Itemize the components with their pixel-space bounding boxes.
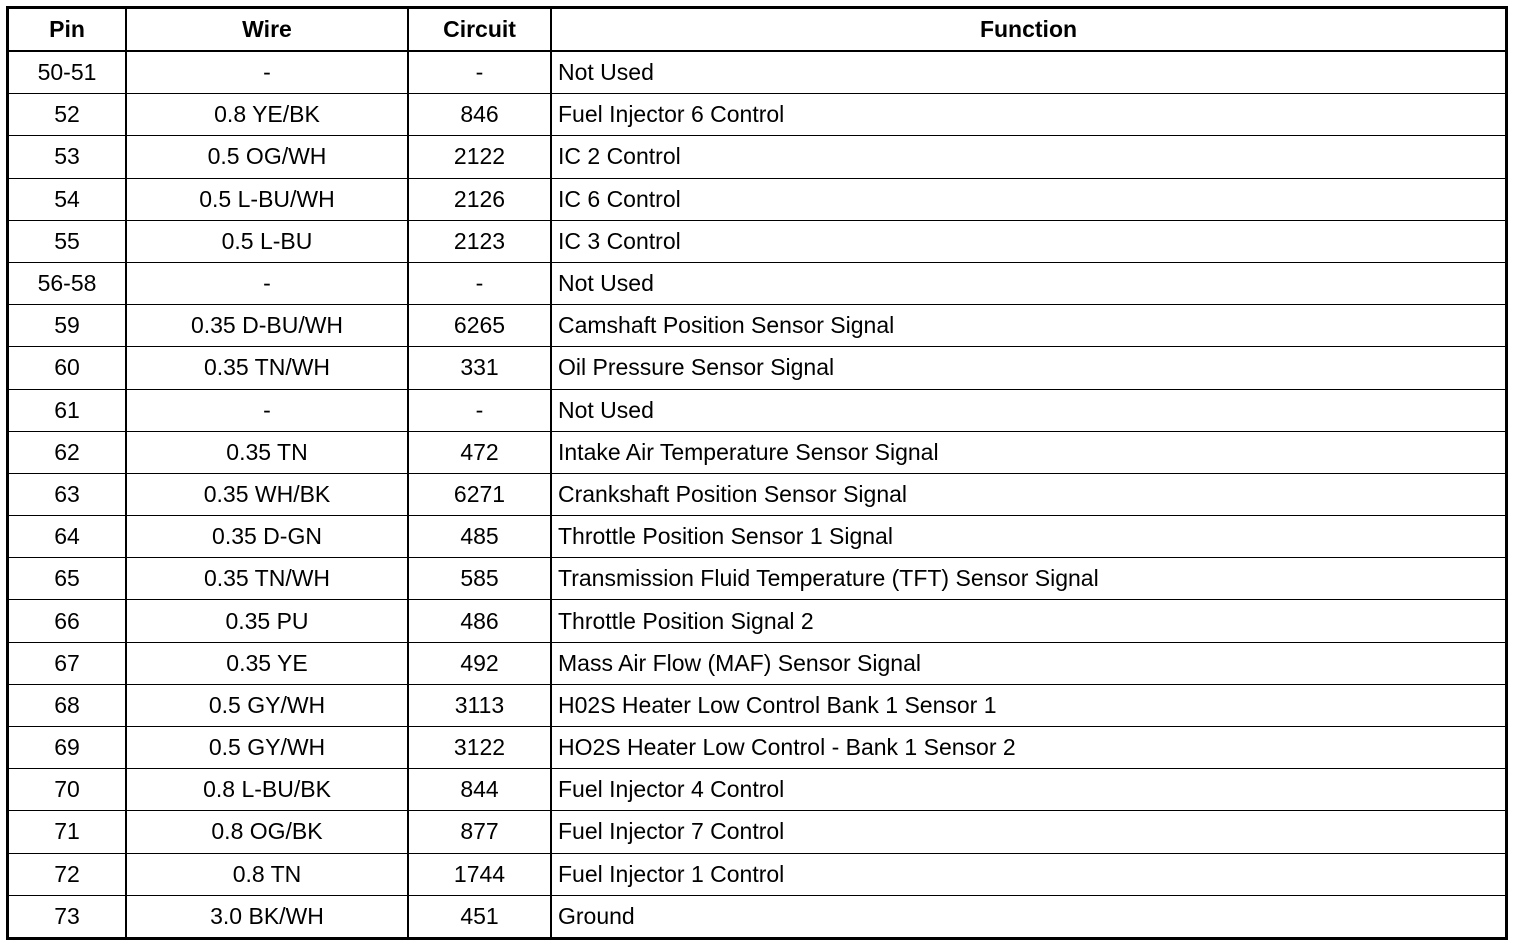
cell-function: HO2S Heater Low Control - Bank 1 Sensor 2 xyxy=(551,727,1505,769)
table-row xyxy=(9,684,1505,726)
table-row xyxy=(9,94,1505,136)
cell-function: Intake Air Temperature Sensor Signal xyxy=(551,431,1505,473)
cell-pin: 72 xyxy=(9,853,126,895)
cell-circuit: 486 xyxy=(408,600,551,642)
cell-pin: 68 xyxy=(9,684,126,726)
cell-circuit: 585 xyxy=(408,558,551,600)
cell-function: Throttle Position Sensor 1 Signal xyxy=(551,516,1505,558)
cell-function: Crankshaft Position Sensor Signal xyxy=(551,473,1505,515)
cell-circuit: 877 xyxy=(408,811,551,853)
cell-pin: 71 xyxy=(9,811,126,853)
cell-pin: 70 xyxy=(9,769,126,811)
cell-wire: - xyxy=(126,262,408,304)
cell-function: H02S Heater Low Control Bank 1 Sensor 1 xyxy=(551,684,1505,726)
cell-circuit: - xyxy=(408,51,551,94)
cell-wire: 0.8 TN xyxy=(126,853,408,895)
cell-function: Not Used xyxy=(551,389,1505,431)
cell-function: Fuel Injector 4 Control xyxy=(551,769,1505,811)
cell-circuit: 2123 xyxy=(408,220,551,262)
cell-function: Mass Air Flow (MAF) Sensor Signal xyxy=(551,642,1505,684)
cell-circuit: 3122 xyxy=(408,727,551,769)
header-circuit: Circuit xyxy=(408,9,551,51)
cell-circuit: - xyxy=(408,262,551,304)
table-header-row xyxy=(9,9,1505,51)
cell-pin: 64 xyxy=(9,516,126,558)
cell-circuit: 451 xyxy=(408,895,551,937)
cell-function: IC 6 Control xyxy=(551,178,1505,220)
table-row xyxy=(9,262,1505,304)
cell-pin: 54 xyxy=(9,178,126,220)
table-row xyxy=(9,347,1505,389)
cell-wire: 0.35 D-BU/WH xyxy=(126,305,408,347)
header-function: Function xyxy=(551,9,1505,51)
table-row xyxy=(9,769,1505,811)
table-row xyxy=(9,136,1505,178)
cell-pin: 50-51 xyxy=(9,51,126,94)
cell-wire: 3.0 BK/WH xyxy=(126,895,408,937)
cell-circuit: 2122 xyxy=(408,136,551,178)
cell-circuit: 472 xyxy=(408,431,551,473)
cell-circuit: 2126 xyxy=(408,178,551,220)
connector-pinout-table-frame xyxy=(6,6,1508,940)
cell-function: Not Used xyxy=(551,51,1505,94)
cell-wire: 0.35 YE xyxy=(126,642,408,684)
cell-function: Transmission Fluid Temperature (TFT) Sensor Signal xyxy=(551,558,1505,600)
cell-wire: 0.8 YE/BK xyxy=(126,94,408,136)
cell-wire: 0.5 L-BU/WH xyxy=(126,178,408,220)
table-row xyxy=(9,895,1505,937)
cell-circuit: 3113 xyxy=(408,684,551,726)
header-pin: Pin xyxy=(9,9,126,51)
cell-function: Fuel Injector 7 Control xyxy=(551,811,1505,853)
cell-circuit: 846 xyxy=(408,94,551,136)
cell-pin: 56-58 xyxy=(9,262,126,304)
table-row xyxy=(9,389,1505,431)
table-body xyxy=(9,51,1505,937)
cell-pin: 61 xyxy=(9,389,126,431)
cell-wire: 0.35 TN/WH xyxy=(126,558,408,600)
table-row xyxy=(9,811,1505,853)
cell-wire: 0.35 TN/WH xyxy=(126,347,408,389)
cell-wire: 0.5 GY/WH xyxy=(126,684,408,726)
cell-function: Fuel Injector 1 Control xyxy=(551,853,1505,895)
cell-circuit: 492 xyxy=(408,642,551,684)
cell-wire: 0.5 GY/WH xyxy=(126,727,408,769)
cell-function: Ground xyxy=(551,895,1505,937)
table-row xyxy=(9,558,1505,600)
table-row xyxy=(9,51,1505,94)
cell-pin: 69 xyxy=(9,727,126,769)
cell-wire: 0.35 WH/BK xyxy=(126,473,408,515)
cell-circuit: 1744 xyxy=(408,853,551,895)
cell-wire: - xyxy=(126,389,408,431)
cell-wire: 0.35 TN xyxy=(126,431,408,473)
cell-function: IC 3 Control xyxy=(551,220,1505,262)
cell-pin: 62 xyxy=(9,431,126,473)
cell-pin: 66 xyxy=(9,600,126,642)
table-row xyxy=(9,853,1505,895)
cell-pin: 73 xyxy=(9,895,126,937)
table-row xyxy=(9,516,1505,558)
cell-circuit: 485 xyxy=(408,516,551,558)
cell-circuit: 844 xyxy=(408,769,551,811)
cell-circuit: 6265 xyxy=(408,305,551,347)
cell-wire: 0.35 PU xyxy=(126,600,408,642)
cell-wire: 0.8 L-BU/BK xyxy=(126,769,408,811)
cell-function: Not Used xyxy=(551,262,1505,304)
cell-wire: 0.5 OG/WH xyxy=(126,136,408,178)
cell-function: Fuel Injector 6 Control xyxy=(551,94,1505,136)
table-row xyxy=(9,178,1505,220)
table-row xyxy=(9,600,1505,642)
table-row xyxy=(9,727,1505,769)
cell-function: Throttle Position Signal 2 xyxy=(551,600,1505,642)
cell-function: Oil Pressure Sensor Signal xyxy=(551,347,1505,389)
cell-function: IC 2 Control xyxy=(551,136,1505,178)
cell-wire: - xyxy=(126,51,408,94)
cell-wire: 0.35 D-GN xyxy=(126,516,408,558)
connector-pinout-table xyxy=(9,9,1505,937)
cell-circuit: 6271 xyxy=(408,473,551,515)
cell-pin: 60 xyxy=(9,347,126,389)
table-row xyxy=(9,642,1505,684)
cell-pin: 55 xyxy=(9,220,126,262)
cell-pin: 59 xyxy=(9,305,126,347)
table-row xyxy=(9,220,1505,262)
cell-pin: 65 xyxy=(9,558,126,600)
cell-pin: 67 xyxy=(9,642,126,684)
cell-pin: 53 xyxy=(9,136,126,178)
cell-pin: 52 xyxy=(9,94,126,136)
cell-circuit: 331 xyxy=(408,347,551,389)
header-wire: Wire xyxy=(126,9,408,51)
cell-wire: 0.5 L-BU xyxy=(126,220,408,262)
table-row xyxy=(9,473,1505,515)
cell-pin: 63 xyxy=(9,473,126,515)
cell-circuit: - xyxy=(408,389,551,431)
table-row xyxy=(9,305,1505,347)
table-row xyxy=(9,431,1505,473)
cell-wire: 0.8 OG/BK xyxy=(126,811,408,853)
cell-function: Camshaft Position Sensor Signal xyxy=(551,305,1505,347)
